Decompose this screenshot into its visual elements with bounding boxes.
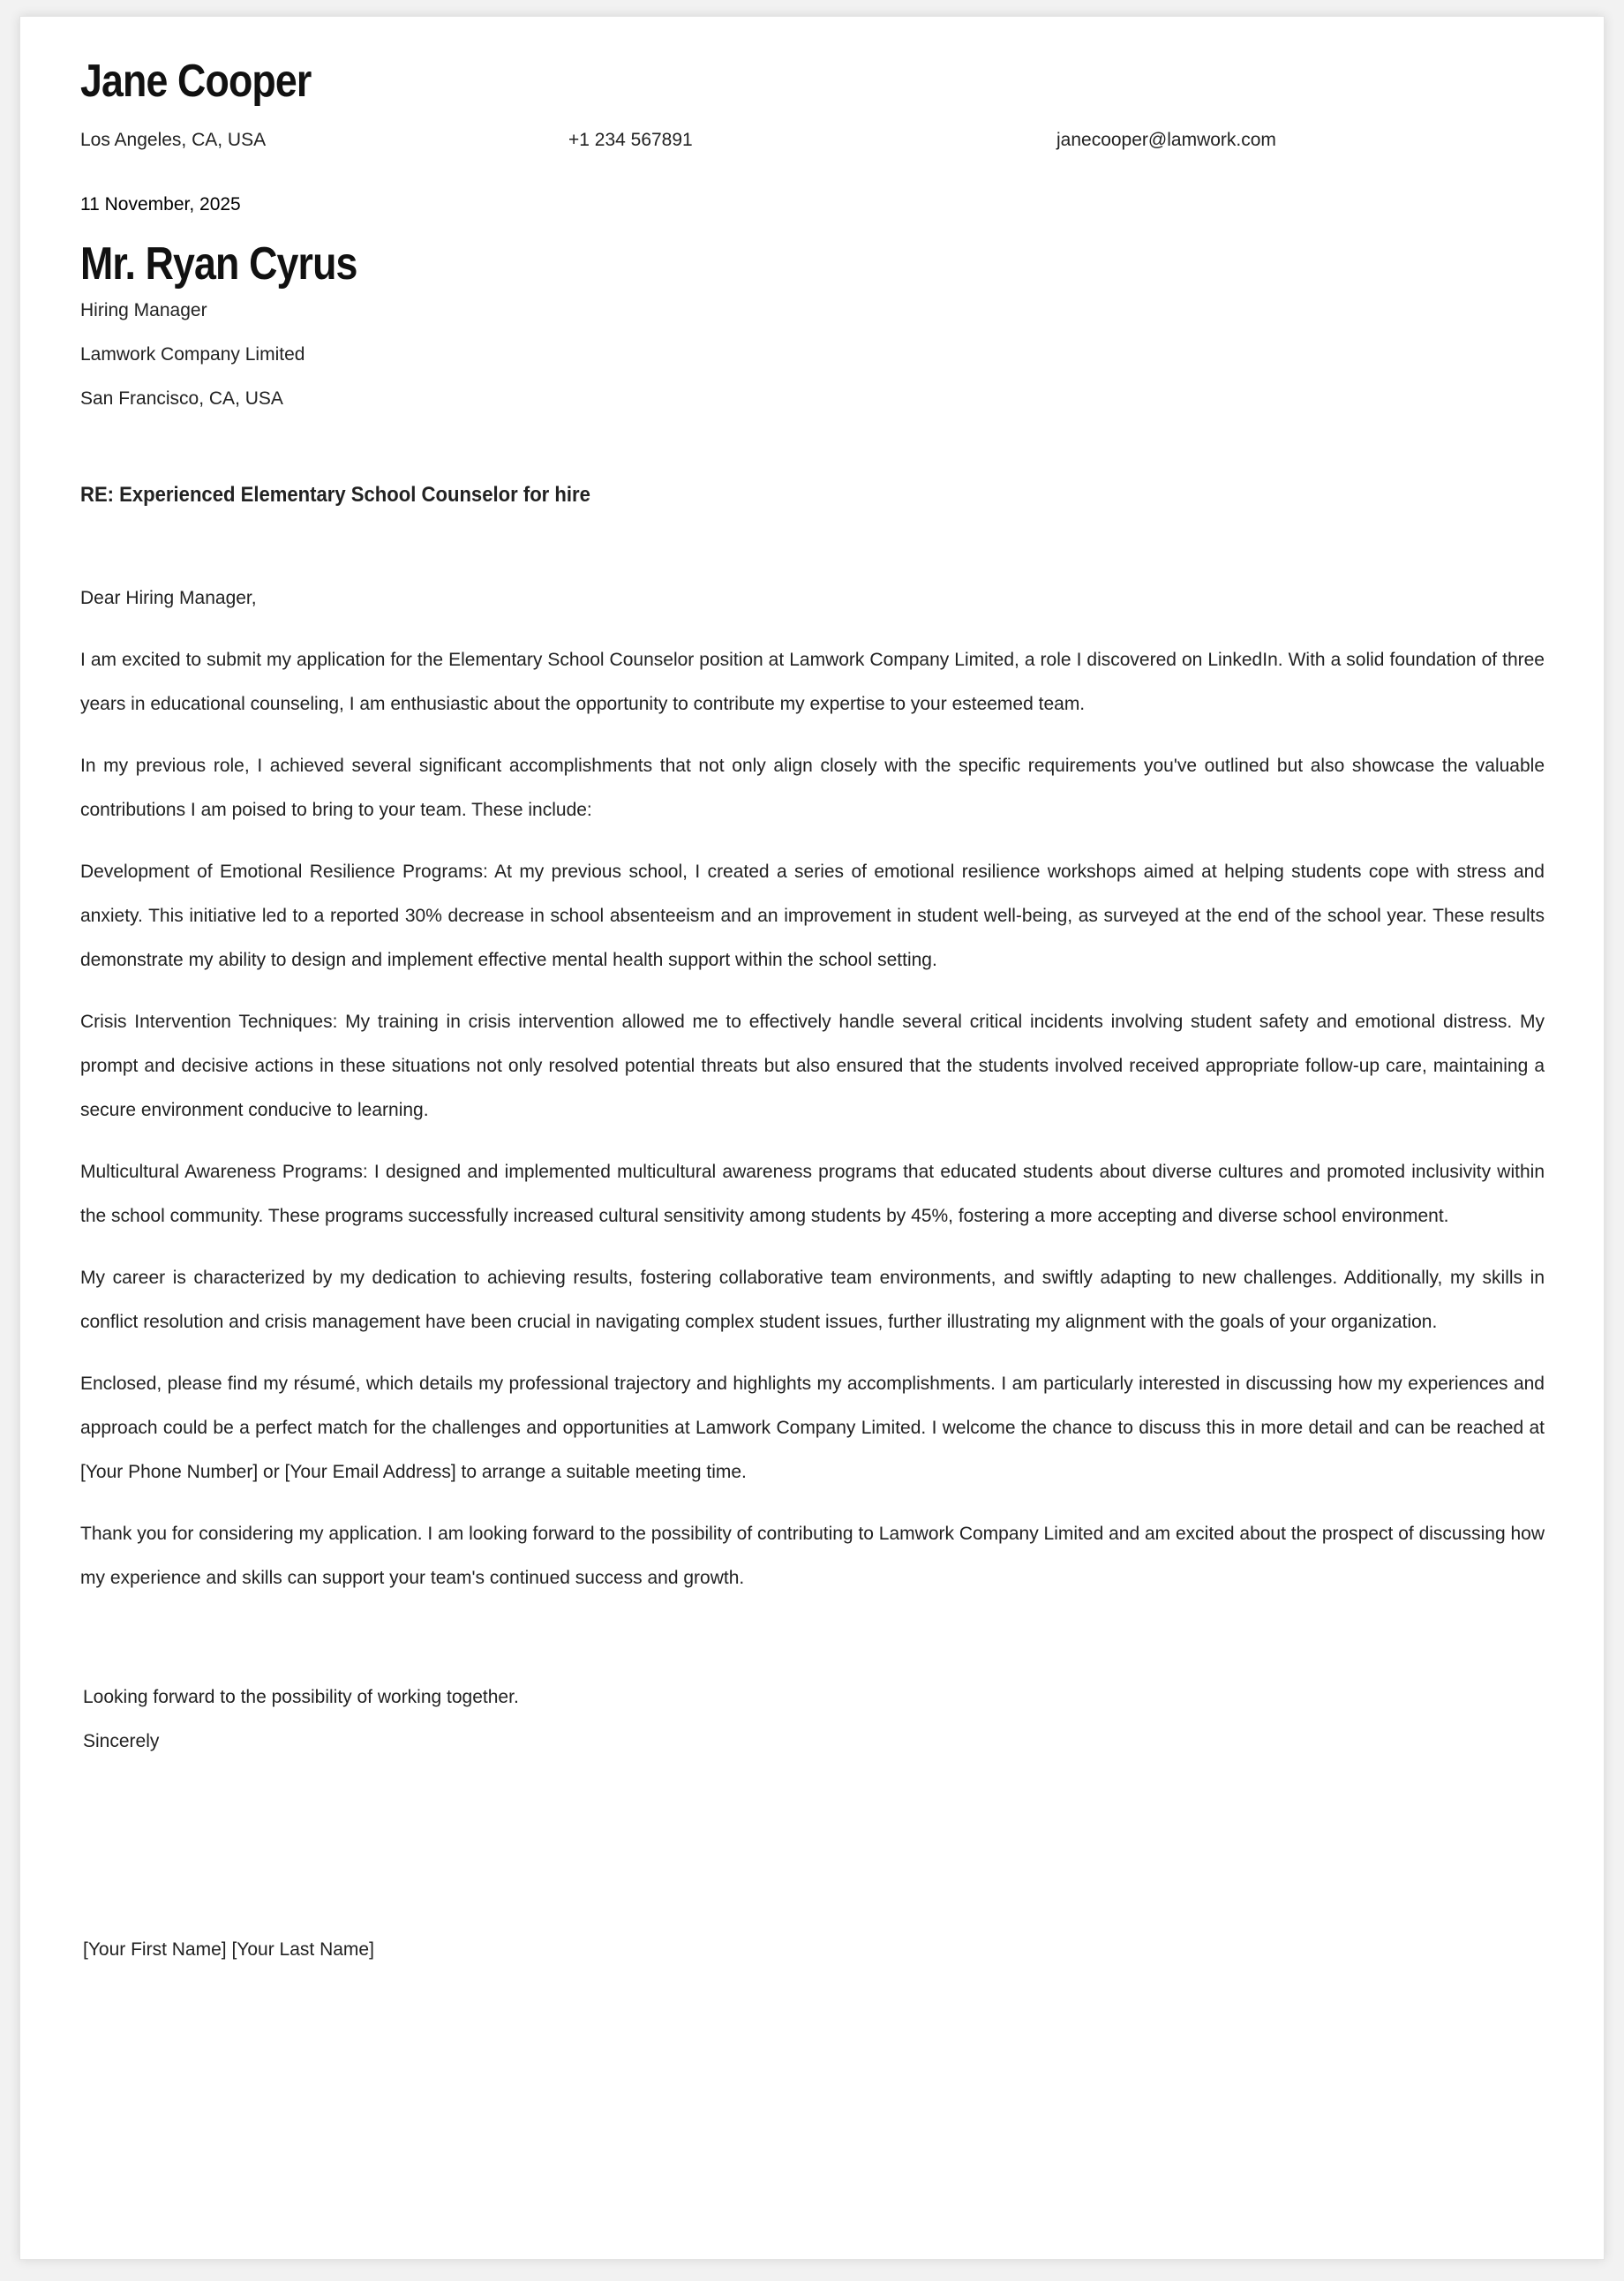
- body-paragraph: I am excited to submit my application for the Elementary School Counselor position at Lamwork Company Limited, a role I discovered on LinkedIn. With a solid foundation of three years in educational counseling, I am enthusiastic about the opportunity to contribute my expertise to your esteemed team.: [80, 650, 1545, 714]
- closing-block: [83, 1675, 519, 1764]
- recipient-address: San Francisco, CA, USA: [80, 388, 283, 409]
- recipient-company: Lamwork Company Limited: [80, 344, 305, 365]
- signature: [Your First Name] [Your Last Name]: [83, 1939, 374, 1960]
- closing-line: Looking forward to the possibility of working together.: [83, 1687, 519, 1707]
- body-paragraph: My career is characterized by my dedication to achieving results, fostering collaborative team environments, and swiftly adapting to new challenges. Additionally, my skills in conflict resolution and crisis management have been crucial in navigating complex student issues, further illustrating my alignment with the goals of your organization.: [80, 1268, 1545, 1332]
- letter-page: [19, 16, 1605, 2260]
- body-paragraph: Thank you for considering my application. I am looking forward to the possibility of contributing to Lamwork Company Limited and am excited about the prospect of discussing how my experience and skills can support your team's continued success and growth.: [80, 1524, 1545, 1588]
- sender-email: janecooper@lamwork.com: [1056, 130, 1276, 150]
- letter-body: [80, 576, 1545, 1618]
- body-paragraph: In my previous role, I achieved several significant accomplishments that not only align closely with the specific requirements you've outlined but also showcase the valuable contributions I am poised to bring to your team. These include:: [80, 756, 1545, 820]
- letter-date: 11 November, 2025: [80, 194, 241, 215]
- recipient-name: Mr. Ryan Cyrus: [80, 238, 357, 290]
- signoff: Sincerely: [83, 1731, 160, 1751]
- sender-name: Jane Cooper: [80, 56, 312, 107]
- subject-line: RE: Experienced Elementary School Counselor for hire: [80, 483, 590, 507]
- greeting: Dear Hiring Manager,: [80, 588, 257, 608]
- body-paragraph: Development of Emotional Resilience Programs: At my previous school, I created a series of emotional resilience workshops aimed at helping students cope with stress and anxiety. This initiative led to a reported 30% decrease in school absenteeism and an improvement in student well-being, as surveyed at the end of the school year. These results demonstrate my ability to design and implement effective mental health support within the school setting.: [80, 862, 1545, 970]
- body-paragraph: Crisis Intervention Techniques: My training in crisis intervention allowed me to effectively handle several critical incidents involving student safety and emotional distress. My prompt and decisive actions in these situations not only resolved potential threats but also ensured that the students involved received appropriate follow-up care, maintaining a secure environment conducive to learning.: [80, 1012, 1545, 1120]
- recipient-title: Hiring Manager: [80, 300, 207, 320]
- body-paragraph: Multicultural Awareness Programs: I designed and implemented multicultural awareness programs that educated students about diverse cultures and promoted inclusivity within the school community. These programs successfully increased cultural sensitivity among students by 45%, fostering a more accepting and diverse school environment.: [80, 1162, 1545, 1226]
- sender-location: Los Angeles, CA, USA: [80, 130, 267, 150]
- body-paragraph: Enclosed, please find my résumé, which details my professional trajectory and highlights my accomplishments. I am particularly interested in discussing how my experiences and approach could be a perfect match for the challenges and opportunities at Lamwork Company Limited. I welcome the chance to discuss this in more detail and can be reached at [Your Phone Number] or [Your Email Address] to arrange a suitable meeting time.: [80, 1374, 1545, 1482]
- sender-phone: +1 234 567891: [568, 130, 693, 150]
- sender-contact-row: [80, 130, 1545, 156]
